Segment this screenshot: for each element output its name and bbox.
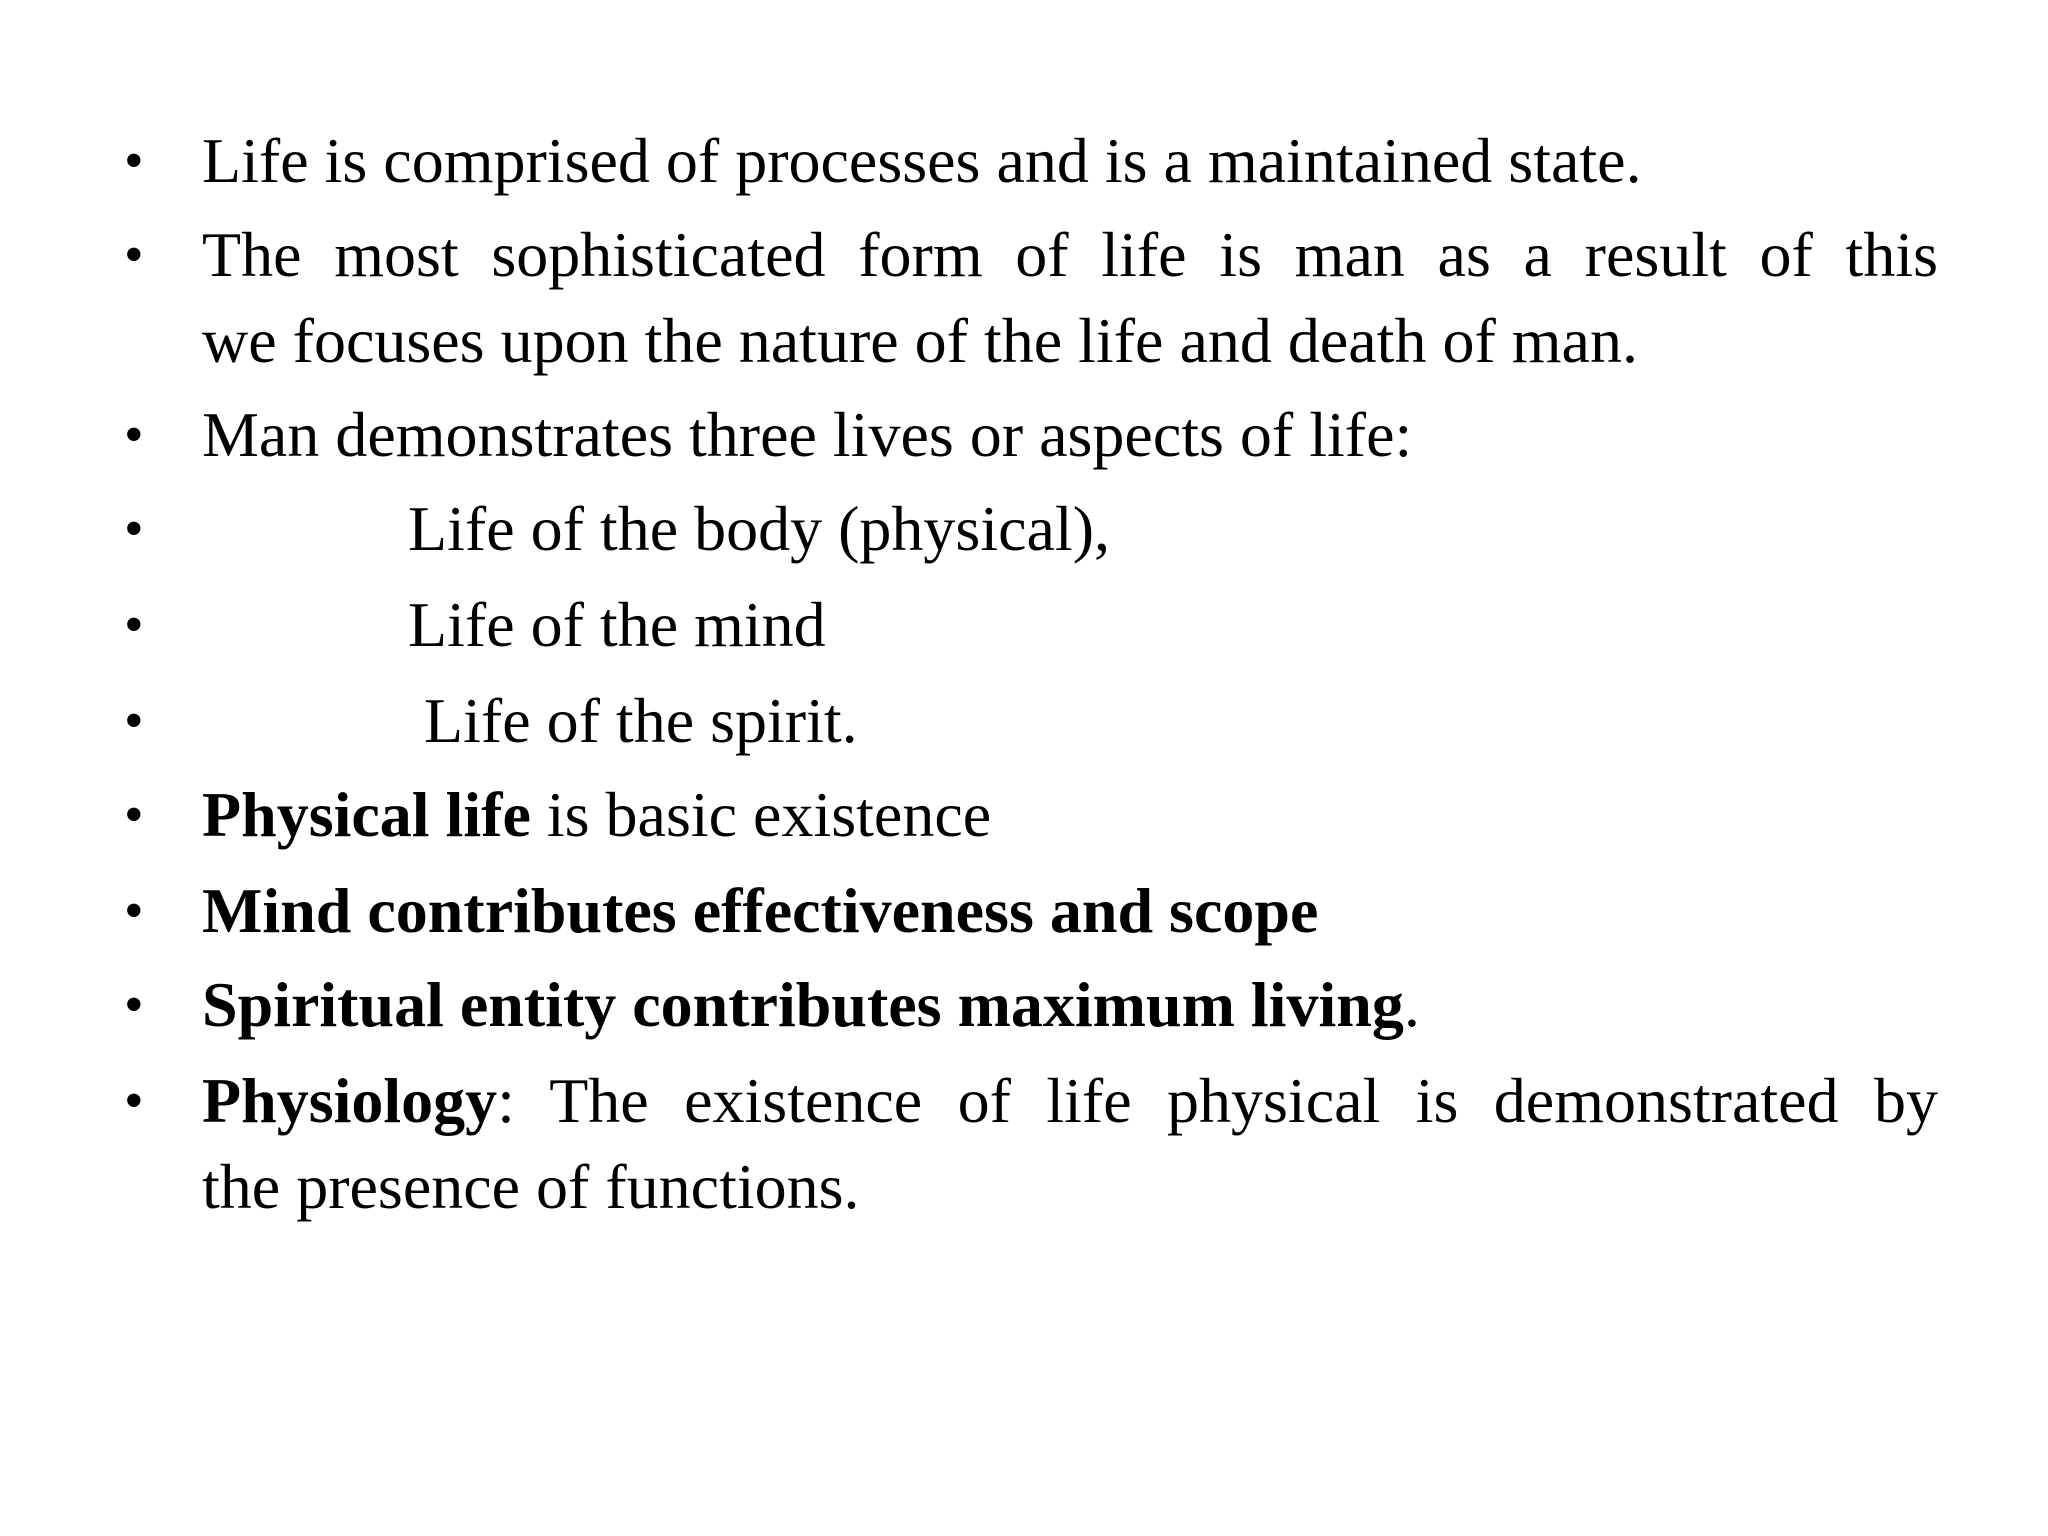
item-text (202, 772, 991, 858)
item-text-line-1: The most sophisticated form of life is man as a result of this (202, 219, 1938, 290)
item-text-rest: . (1403, 969, 1420, 1040)
bullet-marker: • (124, 880, 144, 942)
item-text: Life of the body (physical), (408, 493, 1110, 564)
bullet-marker: • (124, 498, 144, 560)
item-text-rest: is basic existence (530, 779, 992, 850)
item-text-line-2: we focuses upon the nature of the life and death of man. (202, 305, 1638, 376)
item-text (202, 962, 1420, 1048)
bullet-marker: • (124, 690, 144, 752)
item-text (202, 212, 1938, 384)
bullet-marker: • (124, 1070, 144, 1132)
item-text-line-2: the presence of functions. (202, 1151, 860, 1222)
item-text: Life is comprised of processes and is a maintained state. (202, 125, 1642, 196)
bullet-marker: • (124, 784, 144, 846)
bullet-marker: • (124, 404, 144, 466)
item-text-rest: : The existence of life physical is demonstrated by (497, 1065, 1938, 1136)
item-text-line-1 (202, 1058, 1938, 1144)
bullet-marker: • (124, 130, 144, 192)
item-text: Life of the spirit. (424, 685, 858, 756)
item-text (202, 1058, 1938, 1230)
bold-term: Spiritual entity contributes maximum living (202, 969, 1404, 1040)
bullet-marker: • (124, 594, 144, 656)
item-text: Life of the mind (408, 589, 826, 660)
item-text (202, 868, 1318, 954)
bold-term: Physiology (202, 1065, 498, 1136)
bold-term: Mind contributes effectiveness and scope (202, 875, 1319, 946)
bullet-marker: • (124, 974, 144, 1036)
item-text: Man demonstrates three lives or aspects of life: (202, 399, 1413, 470)
bold-term: Physical life (202, 779, 531, 850)
bullet-marker: • (124, 224, 144, 286)
